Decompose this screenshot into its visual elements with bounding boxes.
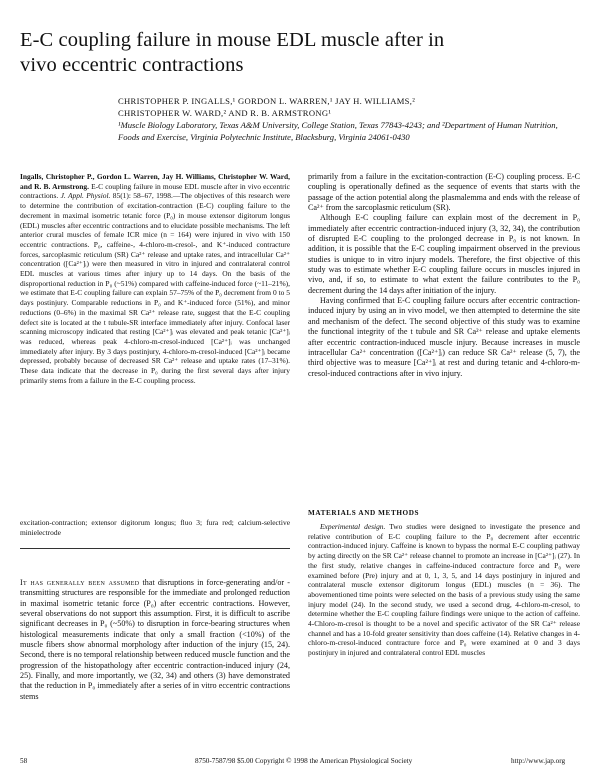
methods-section <box>308 522 580 658</box>
abstract-title: E-C coupling failure in mouse EDL muscle after in vivo eccentric contractions. <box>20 181 290 201</box>
abstract-header: Ingalls, Christopher P., Gordon L. Warren, Jay H. Williams, Christopher W. Ward, and R. B. Armstrong. <box>20 172 290 191</box>
intro-paragraph-2: Although E-C coupling failure can explain most of the decrement in P₀ immediately after eccentric contraction-induced injury (3, 32, 34), the contribution of disrupted E-C coupling to the prolonged decrease in P₀ is not known. In addition, it is possible that the E-C coupling impairment observed in the previous studies is unique to in vitro injury models. Therefore, the first objective of this study was to estimate whether E-C coupling failure occurs in muscles injured in vivo, and, if so, to estimate to what extent the failure contributes to the P₀ decrement during the 14 days after initiation of the injury. <box>308 213 580 295</box>
authors-line-2: CHRISTOPHER W. WARD,² AND R. B. ARMSTRONG¹ <box>118 108 332 118</box>
abstract <box>20 172 290 385</box>
introduction-continued <box>308 172 580 379</box>
divider <box>20 548 290 549</box>
methods-lead: Experimental design. <box>320 522 386 531</box>
page-number: 58 <box>20 757 28 765</box>
abstract-citation: 85(1): 58–67, 1998.— <box>110 191 181 201</box>
intro-lead: It has generally been assumed <box>20 578 140 587</box>
authors-line-1: CHRISTOPHER P. INGALLS,¹ GORDON L. WARREN,¹ JAY H. WILLIAMS,² <box>118 96 416 106</box>
affiliation: ¹Muscle Biology Laboratory, Texas A&M University, College Station, Texas 77843-4243; and ²Department of Human Nutrition, Foods and Exercise, Virginia Polytechnic Institute, Blacksburg, Virginia 24061-0430 <box>118 120 558 142</box>
intro-body: that disruptions in force-generating and/or -transmitting structures are responsible for the immediate and prolonged reduction in maximal isometric tetanic force (P₀) after eccentric contractions. However, several observations do not support this assumption. First, it is difficult to ascribe significant decreases in P₀ (~50%) to disruption in force-bearing structures when histological measurements indicate that only a small fraction (<10%) of the muscle fibers show abnormal morphology after induction of the injury (15, 24). Second, there is no temporal relationship between reduced muscle function and the progression of the histopathology after eccentric contraction-induced injury (24, 25). Finally, and more importantly, we (32, 34) and others (3) have demonstrated that the reduction in P₀ immediately after a series of in vitro eccentric contractions stems <box>20 578 290 701</box>
intro-paragraph-3: Having confirmed that E-C coupling failure occurs after eccentric contraction-induced injury by using an in vivo model, we then attempted to determine the site and mechanism of the defect. The second objective of this study was to examine the functional integrity of the t tubule and SR Ca²⁺ release and uptake elements after eccentric contraction-induced muscle injury. Because increases in muscle intracellular Ca²⁺ concentration ([Ca²⁺]ᵢ) can reduce SR Ca²⁺ release (5, 7), the third objective was to measure [Ca²⁺]ᵢ at rest and during tetanic and 4-chloro-m-cresol-induced contractions after in vivo injury. <box>308 296 580 378</box>
keywords: excitation-contraction; extensor digitorum longus; fluo 3; fura red; calcium-selective minielectrode <box>20 518 290 537</box>
article-title: E-C coupling failure in mouse EDL muscle after in vivo eccentric contractions <box>20 28 445 76</box>
intro-paragraph-1: primarily from a failure in the excitation-contraction (E-C) coupling process. E-C coupling is operationally defined as the sequence of events that starts with the passage of the action potential along the plasmalemma and ends with the release of Ca²⁺ from the sarcoplasmic reticulum (SR). <box>308 172 580 213</box>
copyright-line: 8750-7587/98 $5.00 Copyright © 1998 the American Physiological Society <box>195 757 413 765</box>
abstract-body: The objectives of this research were to determine the contribution of excitation-contraction (E-C) coupling failure to the decrement in maximal isometric tetanic force (P₀) in mouse extensor digitorum longus (EDL) muscles after eccentric contractions and to elucidate possible mechanisms. The left anterior crural muscles of female ICR mice (n = 164) were injured in vivo with 150 eccentric contractions. P₀, caffeine-, 4-chloro-m-cresol-, and K⁺-induced contracture forces, sarcoplasmic reticulum (SR) Ca²⁺ release and uptake rates, and intracellular Ca²⁺ concentration ([Ca²⁺]ᵢ) were then measured in vitro in injured and contralateral control EDL muscles at various times after injury up to 14 days. On the basis of the disproportional reduction in P₀ (~51%) compared with caffeine-induced force (~11–21%), we estimate that E-C coupling failure can explain 57–75% of the P₀ decrement from 0 to 5 days postinjury. Comparable reductions in P₀ and K⁺-induced force (51%), and minor reductions (0–6%) in the maximal SR Ca²⁺ release rate, suggest that the E-C coupling defect site is located at the t tubule-SR interface immediately after injury. Confocal laser scanning microscopy indicated that resting [Ca²⁺]ᵢ was elevated and peak tetanic [Ca²⁺]ᵢ was reduced, whereas peak 4-chloro-m-cresol-induced [Ca²⁺]ᵢ was unchanged immediately after injury. By 3 days postinjury, 4-chloro-m-cresol-induced [Ca²⁺]ᵢ became depressed, probably because of decreased SR Ca²⁺ release and uptake rates (17–31%). These data indicate that the decrease in P₀ during the first several days after injury primarily stems from a failure in the E-C coupling process. <box>20 191 290 385</box>
abstract-journal: J. Appl. Physiol. <box>60 191 111 201</box>
methods-heading: MATERIALS AND METHODS <box>308 509 420 517</box>
journal-url[interactable]: http://www.jap.org <box>511 757 566 765</box>
introduction <box>20 578 290 702</box>
methods-body: Two studies were designed to investigate the presence and relative contribution of E-C coupling failure to the P₀ decrement after eccentric contraction-induced injury. Caffeine is known to bypass the normal E-C coupling pathway by acting directly on the SR Ca²⁺ release channel to promote an increase in [Ca²⁺]ᵢ (27). In the first study, relative changes in caffeine-induced contracture force and P₀ were examined before (Pre) injury and at 0, 1, 3, 5, and 14 days postinjury in injured and contralateral muscle extensor digitorum longus (EDL) muscles (n = 36). The abovementioned time points were selected on the basis of a previous study using the same injury model (24). In the second study, we used a second drug, 4-chloro-m-cresol, to determine whether the E-C coupling failure findings were unique to the action of caffeine. 4-Chloro-m-cresol is thought to be a novel and specific activator of the SR Ca²⁺ release channel and has a 10-fold greater sensitivity than does caffeine (14). Relative changes in 4-chloro-m-cresol-induced contracture force and P₀ were examined at 0 and 3 days postinjury in injured and contralateral control EDL muscles <box>308 522 580 658</box>
author-block <box>118 95 578 143</box>
